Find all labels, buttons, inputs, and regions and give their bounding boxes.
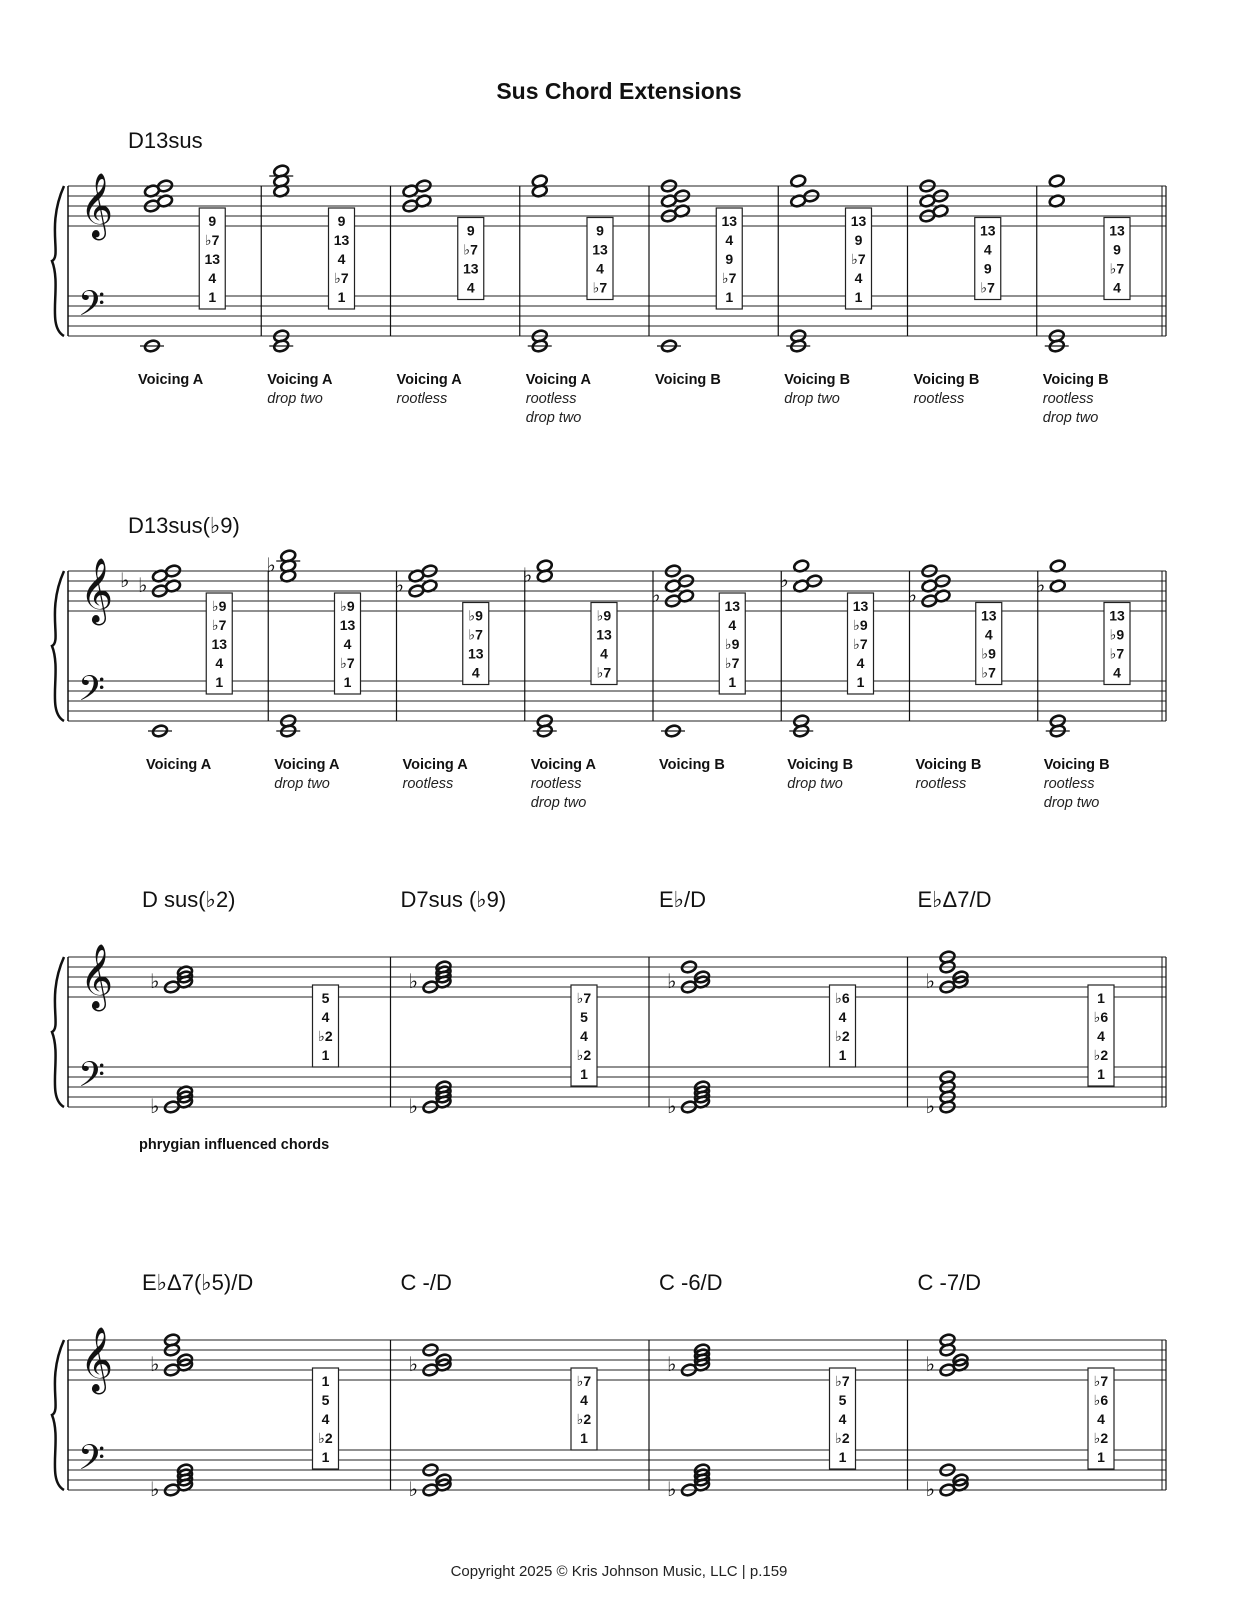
interval-value: ♭6	[835, 990, 850, 1006]
interval-value: 4	[1113, 279, 1121, 296]
accidental-flat-icon: ♭	[522, 565, 533, 587]
interval-value: ♭7	[212, 617, 227, 633]
interval-value: 4	[728, 617, 737, 633]
interval-value: 1	[580, 1430, 588, 1446]
accidental-flat-icon: ♭	[925, 1479, 935, 1501]
footer-copyright: Copyright 2025 © Kris Johnson Music, LLC | p.159	[450, 1563, 788, 1580]
interval-value: ♭7	[596, 664, 612, 681]
treble-clef-icon: 𝄞	[80, 1327, 114, 1390]
voicing-label: Voicing B	[915, 757, 982, 773]
interval-value: 13	[211, 636, 228, 652]
interval-value: ♭7	[334, 270, 349, 286]
interval-value: 1	[1097, 990, 1105, 1006]
interval-value: ♭7	[463, 241, 478, 258]
interval-value: 9	[208, 213, 217, 229]
interval-value: 4	[321, 1411, 330, 1427]
interval-value: ♭7	[576, 1373, 592, 1389]
accidental-flat-icon: ♭	[1035, 575, 1046, 597]
voicing-label: Voicing A	[525, 372, 591, 388]
voicing-sublabel: rootless	[1043, 776, 1095, 792]
voicing-label: Voicing A	[138, 372, 204, 388]
accidental-flat-icon: ♭	[925, 1354, 935, 1376]
interval-value: 4	[466, 279, 475, 296]
voicing-sublabel: rootless	[1042, 391, 1094, 407]
interval-value: 4	[983, 241, 992, 258]
interval-value: 13	[333, 232, 350, 248]
voicing-sublabel: rootless	[530, 776, 582, 792]
voicing-label: Voicing B	[655, 372, 721, 388]
accidental-flat-icon: ♭	[408, 1354, 418, 1376]
interval-value: 4	[343, 636, 352, 652]
voicing-label: Voicing A	[396, 372, 462, 388]
accidental-flat-icon: ♭	[651, 585, 661, 607]
voicing-sublabel: rootless	[913, 391, 965, 407]
interval-value: 4	[984, 626, 993, 643]
interval-value: ♭9	[1109, 626, 1125, 643]
bass-clef-icon: 𝄢	[78, 1055, 106, 1102]
interval-value: 1	[580, 1066, 588, 1082]
voicing-label: Voicing A	[267, 372, 333, 388]
interval-value: 1	[1097, 1066, 1105, 1082]
voicing-label: Voicing A	[146, 757, 212, 773]
system-caption: phrygian influenced chords	[139, 1137, 330, 1153]
interval-value: 1	[343, 674, 352, 690]
voicing-sublabel: rootless	[915, 776, 967, 792]
interval-value: ♭7	[981, 664, 996, 681]
interval-value: 9	[725, 251, 734, 267]
voicing-label: Voicing B	[1043, 757, 1110, 773]
interval-value: 4	[1097, 1028, 1105, 1044]
interval-value: 1	[838, 1449, 847, 1465]
voicing-sublabel: rootless	[525, 391, 577, 407]
interval-value: ♭9	[853, 617, 868, 633]
voicing-sublabel: drop two	[267, 391, 323, 407]
interval-value: 13	[339, 617, 356, 633]
voicing-label: Voicing B	[659, 757, 725, 773]
page-title: Sus Chord Extensions	[496, 78, 742, 104]
chord-symbol: D7sus (♭9)	[400, 887, 507, 912]
chord-symbol: C -6/D	[659, 1270, 723, 1295]
interval-value: 1	[337, 289, 346, 305]
interval-value: 4	[1097, 1411, 1105, 1427]
interval-value: 9	[466, 222, 475, 239]
interval-value: 9	[1113, 241, 1121, 258]
voicing-sublabel: drop two	[274, 776, 330, 792]
voicing-sublabel: drop two	[787, 776, 843, 792]
treble-clef-icon: 𝄞	[80, 944, 114, 1007]
voicing-label: Voicing B	[784, 372, 851, 388]
accidental-flat-icon: ♭	[150, 1096, 160, 1118]
interval-value: 13	[721, 213, 738, 229]
accidental-flat-icon: ♭	[667, 971, 677, 993]
interval-value: 1	[728, 674, 737, 690]
accidental-flat-icon: ♭	[925, 1096, 935, 1118]
interval-value: ♭7	[592, 279, 608, 296]
accidental-flat-icon: ♭	[925, 971, 935, 993]
voicing-sublabel: drop two	[525, 410, 582, 426]
interval-value: 4	[580, 1392, 588, 1408]
interval-value: 9	[596, 222, 604, 239]
interval-value: ♭7	[722, 270, 737, 286]
interval-value: ♭6	[1093, 1009, 1109, 1025]
key-signature-flat-icon: ♭	[120, 570, 130, 592]
interval-value: 4	[600, 645, 608, 662]
interval-value: 4	[856, 655, 865, 671]
interval-value: 13	[596, 626, 612, 643]
interval-value: 4	[337, 251, 346, 267]
chord-symbol: C -/D	[400, 1270, 452, 1295]
interval-value: 1	[725, 289, 734, 305]
interval-value: 5	[838, 1392, 847, 1408]
treble-clef-icon: 𝄞	[80, 558, 114, 621]
interval-value: ♭7	[576, 990, 592, 1006]
interval-value: 13	[980, 607, 997, 624]
chord-symbol: D13sus(♭9)	[128, 513, 240, 538]
interval-value: 13	[850, 213, 867, 229]
accidental-flat-icon: ♭	[667, 1096, 677, 1118]
interval-value: 1	[208, 289, 217, 305]
interval-value: 4	[838, 1411, 847, 1427]
treble-clef-icon: 𝄞	[80, 173, 114, 236]
interval-value: 1	[321, 1373, 330, 1389]
interval-value: 13	[204, 251, 221, 267]
interval-value: 13	[852, 598, 869, 614]
interval-value: ♭2	[318, 1028, 333, 1044]
interval-value: ♭9	[468, 607, 483, 624]
interval-value: ♭7	[205, 232, 220, 248]
interval-value: ♭2	[318, 1430, 333, 1446]
accidental-flat-icon: ♭	[667, 1354, 677, 1376]
interval-value: 5	[321, 1392, 330, 1408]
interval-value: 1	[856, 674, 865, 690]
voicing-label: Voicing B	[787, 757, 854, 773]
voicing-label: Voicing A	[274, 757, 340, 773]
interval-value: 4	[208, 270, 217, 286]
interval-value: 4	[596, 260, 604, 277]
voicing-label: Voicing A	[402, 757, 468, 773]
interval-value: 1	[838, 1047, 847, 1063]
accidental-flat-icon: ♭	[667, 1479, 677, 1501]
interval-value: ♭9	[981, 645, 996, 662]
chord-symbol: E♭Δ7(♭5)/D	[142, 1270, 254, 1295]
accidental-flat-icon: ♭	[408, 971, 418, 993]
interval-value: 13	[462, 260, 479, 277]
interval-value: 4	[580, 1028, 588, 1044]
brace-icon	[52, 571, 64, 721]
interval-value: ♭7	[835, 1373, 850, 1389]
chord-symbol: E♭/D	[659, 887, 707, 912]
interval-value: 13	[1109, 607, 1125, 624]
chord-symbol: D sus(♭2)	[142, 887, 236, 912]
interval-value: 9	[337, 213, 346, 229]
interval-value: 4	[838, 1009, 847, 1025]
interval-value: ♭7	[851, 251, 866, 267]
accidental-flat-icon: ♭	[150, 1354, 160, 1376]
interval-value: ♭7	[1093, 1373, 1109, 1389]
interval-value: 4	[725, 232, 734, 248]
interval-value: ♭7	[1109, 645, 1125, 662]
interval-value: ♭7	[980, 279, 995, 296]
interval-value: ♭9	[212, 598, 227, 614]
accidental-flat-icon: ♭	[150, 971, 160, 993]
interval-value: 1	[854, 289, 863, 305]
interval-value: ♭9	[725, 636, 740, 652]
interval-value: 13	[467, 645, 484, 662]
voicing-sublabel: rootless	[396, 391, 448, 407]
interval-value: 13	[592, 241, 608, 258]
bass-clef-icon: 𝄢	[78, 669, 106, 716]
accidental-flat-icon: ♭	[394, 575, 404, 597]
interval-value: ♭2	[576, 1411, 592, 1427]
chord-symbol: E♭Δ7/D	[917, 887, 992, 912]
interval-value: 9	[854, 232, 863, 248]
chord-symbol: C -7/D	[917, 1270, 982, 1295]
voicing-label: Voicing B	[1042, 372, 1109, 388]
interval-value: 4	[471, 664, 480, 681]
interval-value: 1	[321, 1047, 330, 1063]
interval-value: ♭2	[835, 1028, 850, 1044]
interval-value: ♭9	[340, 598, 355, 614]
interval-value: 13	[1109, 222, 1125, 239]
chord-symbol: D13sus	[128, 128, 203, 153]
interval-value: 4	[215, 655, 224, 671]
interval-value: ♭7	[468, 626, 483, 643]
interval-value: ♭7	[725, 655, 740, 671]
interval-value: ♭7	[340, 655, 355, 671]
interval-value: 4	[854, 270, 863, 286]
voicing-sublabel: drop two	[1042, 410, 1099, 426]
interval-value: 1	[321, 1449, 330, 1465]
accidental-flat-icon: ♭	[138, 575, 148, 597]
voicing-sublabel: drop two	[530, 795, 587, 811]
interval-value: ♭6	[1093, 1392, 1109, 1408]
interval-value: ♭9	[596, 607, 612, 624]
interval-value: 13	[724, 598, 741, 614]
interval-value: 5	[580, 1009, 588, 1025]
interval-value: ♭7	[1109, 260, 1125, 277]
interval-value: 5	[321, 990, 330, 1006]
voicing-label: Voicing A	[530, 757, 596, 773]
interval-value: 13	[979, 222, 996, 239]
voicing-sublabel: drop two	[1043, 795, 1100, 811]
interval-value: 1	[1097, 1449, 1105, 1465]
accidental-flat-icon: ♭	[779, 570, 789, 592]
interval-value: ♭2	[1093, 1430, 1109, 1446]
bass-clef-icon: 𝄢	[78, 1438, 106, 1485]
brace-icon	[52, 186, 64, 336]
accidental-flat-icon: ♭	[266, 555, 276, 577]
accidental-flat-icon: ♭	[408, 1096, 418, 1118]
voicing-label: Voicing B	[913, 372, 980, 388]
interval-value: 4	[321, 1009, 330, 1025]
brace-icon	[52, 1340, 64, 1490]
interval-value: 4	[1113, 664, 1121, 681]
accidental-flat-icon: ♭	[408, 1479, 418, 1501]
interval-value: 9	[983, 260, 992, 277]
interval-value: ♭7	[853, 636, 868, 652]
accidental-flat-icon: ♭	[150, 1479, 160, 1501]
bass-clef-icon: 𝄢	[78, 284, 106, 331]
voicing-sublabel: rootless	[402, 776, 454, 792]
interval-value: ♭2	[835, 1430, 850, 1446]
interval-value: 1	[215, 674, 224, 690]
interval-value: ♭2	[576, 1047, 592, 1063]
brace-icon	[52, 957, 64, 1107]
voicing-sublabel: drop two	[784, 391, 840, 407]
accidental-flat-icon: ♭	[907, 585, 917, 607]
interval-value: ♭2	[1093, 1047, 1109, 1063]
